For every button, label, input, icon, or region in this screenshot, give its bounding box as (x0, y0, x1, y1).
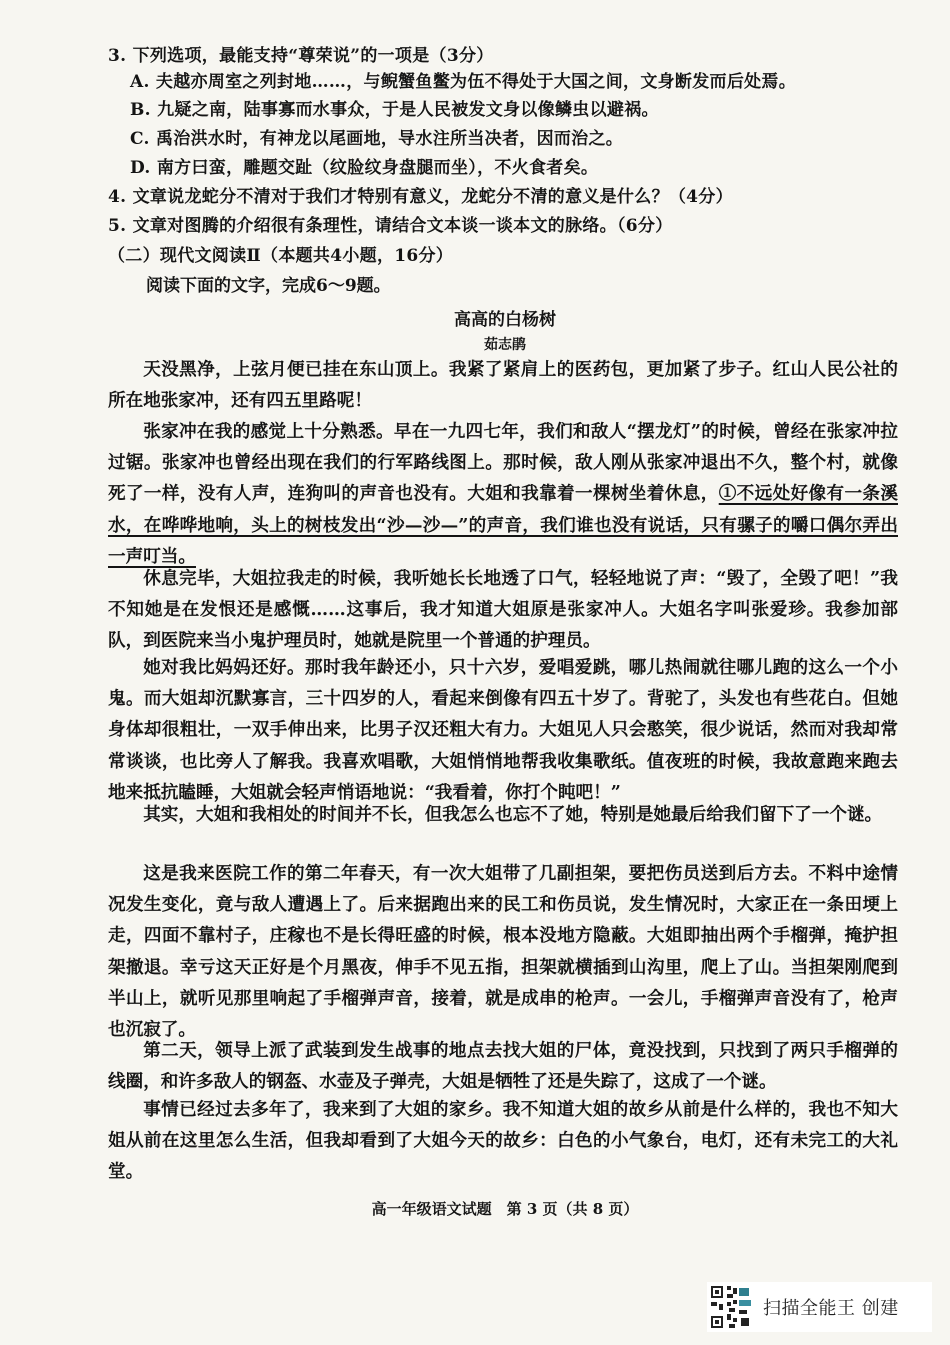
article-paragraph-7: 第二天，领导上派了武装到发生战事的地点去找大姐的尸体，竟没找到，只找到了两只手榴弹的线圈，和许多敌人的钢盔、水壶及子弹壳，大姐是牺牲了还是失踪了，这成了一个谜。 (108, 1040, 898, 1093)
question-3-option-c: C. 禹治洪水时，有神龙以尾画地，导水注所当决者，因而治之。 (130, 129, 624, 149)
question-3-option-b: B. 九疑之南，陆事寡而水事众，于是人民被发文身以像鳞虫以避祸。 (130, 100, 659, 120)
question-3-option-d: D. 南方曰蛮，雕题交趾（纹脸纹身盘腿而坐），不火食者矣。 (130, 158, 599, 178)
section-heading: （二）现代文阅读Ⅱ（本题共4小题，16分） (108, 246, 454, 266)
question-4: 4. 文章说龙蛇分不清对于我们才特别有意义，龙蛇分不清的意义是什么？（4分） (108, 187, 733, 207)
article-paragraph-5: 其实，大姐和我相处的时间并不长，但我怎么也忘不了她，特别是她最后给我们留下了一个谜。 (143, 804, 883, 825)
article-paragraph-1: 天没黑净，上弦月便已挂在东山顶上。我紧了紧肩上的医药包，更加紧了步子。红山人民公社的所在地张家冲，还有四五里路呢！ (108, 359, 898, 412)
question-5: 5. 文章对图腾的介绍很有条理性，请结合文本谈一谈本文的脉络。（6分） (108, 216, 673, 236)
article-paragraph-8: 事情已经过去多年了，我来到了大姐的家乡。我不知道大姐的故乡从前是什么样的，我也不知大姐从前在这里怎么生活，但我却看到了大姐今天的故乡：白色的小气象台，电灯，还有未完工的大礼堂。 (108, 1099, 898, 1183)
article-paragraph-3: 休息完毕，大姐拉我走的时候，我听她长长地透了口气，轻轻地说了声：“毁了，全毁了吧！”我不知她是在发恨还是感慨……这事后，我才知道大姐原是张家冲人。大姐名字叫张爱珍。我参加部队，到医院来当小鬼护理员时，她就是院里一个普通的护理员。 (108, 568, 898, 652)
qr-code-icon (709, 1284, 753, 1330)
watermark-text: 扫描全能王 创建 (763, 1298, 899, 1319)
page-footer: 高一年级语文试题 第 3 页（共 8 页） (371, 1200, 639, 1218)
section-instruction: 阅读下面的文字，完成6～9题。 (146, 276, 391, 296)
article-paragraph-6: 这是我来医院工作的第二年春天，有一次大姐带了几副担架，要把伤员送到后方去。不料中途情况发生变化，竟与敌人遭遇上了。后来据跑出来的民工和伤员说，发生情况时，大家正在一条田埂上走，四面不靠村子，庄稼也不是长得旺盛的时候，根本没地方隐蔽。大姐即抽出两个手榴弹，掩护担架撤退。幸亏这天正好是个月黑夜，伸手不见五指，担架就横插到山沟里，爬上了山。当担架刚爬到半山上，就听见那里响起了手榴弹声音，接着，就是成串的枪声。一会儿，手榴弹声音没有了，枪声也沉寂了。 (108, 863, 898, 1041)
scanner-watermark (707, 1282, 932, 1332)
question-3-stem: 3. 下列选项，最能支持“尊荣说”的一项是（3分） (108, 46, 494, 66)
article-title: 高高的白杨树 (454, 310, 556, 330)
article-author: 茹志鹃 (484, 337, 526, 353)
underlined-sentence-1: ①不远处好像有一条溪水，在哗哗地响，头上的树枝发出“沙—沙—”的声音，我们谁也没有说话，只有骡子的嚼口偶尔弄出一声叮当。 (108, 483, 898, 567)
article-paragraph-4: 她对我比妈妈还好。那时我年龄还小，只十六岁，爱唱爱跳，哪儿热闹就往哪儿跑的这么一个小鬼。而大姐却沉默寡言，三十四岁的人，看起来倒像有四五十岁了。背驼了，头发也有些花白。但她身体却很粗壮，一双手伸出来，比男子汉还粗大有力。大姐见人只会憨笑，很少说话，然而对我却常常谈谈，也比旁人了解我。我喜欢唱歌，大姐悄悄地帮我收集歌纸。值夜班的时候，我故意跑来跑去地来抵抗瞌睡，大姐就会轻声悄语地说：“我看着，你打个盹吧！” (108, 657, 898, 803)
article-paragraph-2 (108, 416, 898, 572)
paragraph-2-text: 张家冲在我的感觉上十分熟悉。早在一九四七年，我们和敌人“摆龙灯”的时候，曾经在张家冲拉过锯。张家冲也曾经出现在我们的行军路线图上。那时候，敌人刚从张家冲退出不久，整个村，就像死了一样，没有人声，连狗叫的声音也没有。大姐和我靠着一棵树坐着休息， (108, 421, 898, 505)
question-3-option-a: A. 夫越亦周室之列封地……，与鲵蟹鱼鳖为伍不得处于大国之间，文身断发而后处焉。 (130, 72, 797, 92)
